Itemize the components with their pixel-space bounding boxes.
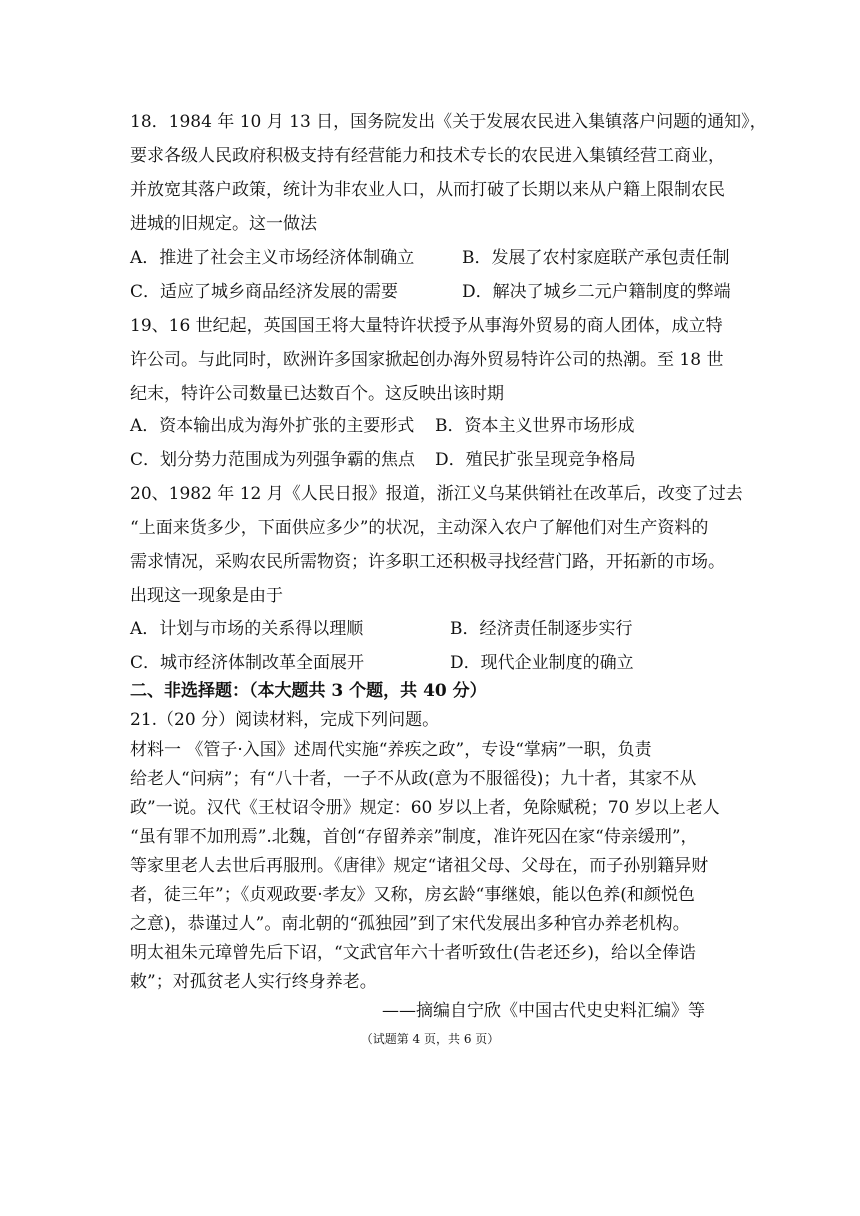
question-18-line-4: 进城的旧规定。这一做法 bbox=[130, 214, 317, 234]
question-19-option-d: D．殖民扩张呈现竞争格局 bbox=[435, 450, 636, 470]
question-20-line-3: 需求情况，采购农民所需物资；许多职工还积极寻找经营门路，开拓新的市场。 bbox=[130, 552, 725, 572]
question-20-option-b: B．经济责任制逐步实行 bbox=[450, 619, 633, 639]
question-20-option-a: A．计划与市场的关系得以理顺 bbox=[130, 619, 364, 639]
page-footer: （试题第 4 页，共 6 页） bbox=[360, 1032, 500, 1046]
question-19-line-2: 许公司。与此同时，欧洲许多国家掀起创办海外贸易特许公司的热潮。至 18 世 bbox=[130, 350, 724, 370]
question-18-line-1: 18．1984 年 10 月 13 日，国务院发出《关于发展农民进入集镇落户问题的通知》， bbox=[130, 112, 767, 132]
question-20-line-4: 出现这一现象是由于 bbox=[130, 586, 283, 606]
material-1-line-8: 明太祖朱元璋曾先后下诏，“文武官年六十者听致仕(告老还乡)，给以全俸诰 bbox=[130, 943, 696, 963]
question-18-option-b: B．发展了农村家庭联产承包责任制 bbox=[462, 248, 730, 268]
question-19-line-1: 19、16 世纪起，英国国王将大量特许状授予从事海外贸易的商人团体，成立特 bbox=[130, 316, 723, 336]
question-20-line-1: 20、1982 年 12 月《人民日报》报道，浙江义乌某供销社在改革后，改变了过去 bbox=[130, 484, 743, 504]
question-19-option-c: C．划分势力范围成为列强争霸的焦点 bbox=[130, 450, 416, 470]
material-1-line-5: 等家里老人去世后再服刑。《唐律》规定“诸祖父母、父母在，而子孙别籍异财 bbox=[130, 856, 709, 876]
material-1-line-7: 之意)，恭谨过人”。南北朝的“孤独园”到了宋代发展出多种官办养老机构。 bbox=[130, 914, 690, 934]
question-19-option-b: B．资本主义世界市场形成 bbox=[435, 416, 635, 436]
question-18-line-3: 并放宽其落户政策，统计为非农业人口，从而打破了长期以来从户籍上限制农民 bbox=[130, 180, 725, 200]
material-1-line-9: 敕”；对孤贫老人实行终身养老。 bbox=[130, 972, 377, 992]
material-1-line-3: 政”一说。汉代《王杖诏令册》规定：60 岁以上者，免除赋税；70 岁以上老人 bbox=[130, 798, 720, 818]
material-1-line-2: 给老人“问病”；有“八十者，一子不从政(意为不服徭役)；九十者，其家不从 bbox=[130, 769, 697, 789]
question-20-option-d: D．现代企业制度的确立 bbox=[450, 653, 634, 673]
question-18-option-c: C．适应了城乡商品经济发展的需要 bbox=[130, 282, 399, 302]
question-20-line-2: “上面来货多少，下面供应多少”的状况，主动深入农户了解他们对生产资料的 bbox=[130, 518, 709, 538]
material-1-source: ——摘编自宁欣《中国古代史史料汇编》等 bbox=[382, 1001, 705, 1021]
question-19-line-3: 纪末，特许公司数量已达数百个。这反映出该时期 bbox=[130, 384, 504, 404]
question-18-line-2: 要求各级人民政府积极支持有经营能力和技术专长的农民进入集镇经营工商业， bbox=[130, 146, 725, 166]
material-1-line-6: 者，徒三年”；《贞观政要·孝友》又称，房玄龄“事继娘，能以色养(和颜悦色 bbox=[130, 885, 695, 905]
question-20-option-c: C．城市经济体制改革全面展开 bbox=[130, 653, 365, 673]
section-2-heading: 二、非选择题：（本大题共 3 个题，共 40 分） bbox=[130, 681, 487, 701]
question-18-option-d: D．解决了城乡二元户籍制度的弊端 bbox=[462, 282, 731, 302]
question-18-option-a: A．推进了社会主义市场经济体制确立 bbox=[130, 248, 415, 268]
material-1-line-1: 材料一 《管子·入国》述周代实施“养疾之政”，专设“掌病”一职，负责 bbox=[130, 740, 652, 760]
question-21-prompt: 21.（20 分）阅读材料，完成下列问题。 bbox=[130, 710, 440, 730]
question-19-option-a: A．资本输出成为海外扩张的主要形式 bbox=[130, 416, 415, 436]
material-1-line-4: “虽有罪不加刑焉”.北魏，首创“存留养亲”制度，准许死囚在家“侍亲缓刑”， bbox=[130, 827, 698, 847]
